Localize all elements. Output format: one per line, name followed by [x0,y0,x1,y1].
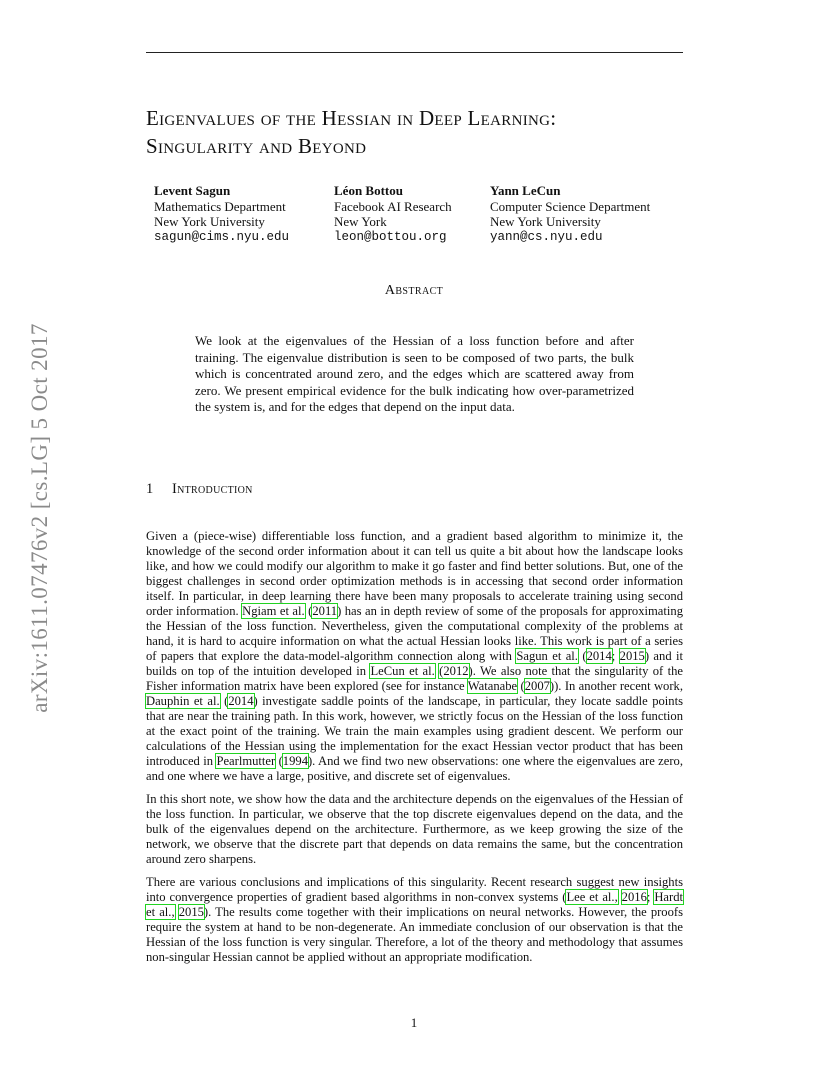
author-email: sagun@cims.nyu.edu [154,229,290,244]
text-run: ( [517,679,525,693]
citation-link[interactable]: Watanabe [467,679,518,693]
author-lecun [490,183,650,245]
abstract-heading: Abstract [384,283,444,298]
citation-link[interactable]: Lee et al., [566,890,618,904]
author-affiliation: Facebook AI Research [334,198,452,214]
page-number: 1 [410,1015,418,1030]
introduction-body [146,529,683,973]
citation-link[interactable]: 2015 [619,649,645,663]
section-number: 1 [146,481,154,497]
citation-link[interactable]: (2012 [439,664,469,678]
citation-link[interactable]: 2016 [621,890,647,904]
citation-link[interactable]: 2014 [586,649,612,663]
citation-link[interactable]: Ngiam et al. [242,604,305,618]
citation-link[interactable]: LeCun et al. [370,664,435,678]
paper-title [146,104,706,160]
text-run: ( [577,649,587,663]
author-name: Yann LeCun [490,183,561,198]
author-institution: New York [334,214,387,229]
author-affiliation: Computer Science Department [490,198,651,214]
paragraph-1 [146,529,683,784]
title-line-2: Singularity and Beyond [146,134,367,158]
citation-link[interactable]: Hardt et al., [146,890,683,919]
text-run: )). In another recent work, [549,679,683,693]
author-bottou [334,183,452,245]
text-run: ) and it builds on top of the intuition developed in [146,649,684,678]
citation-link[interactable]: Sagun et al. [516,649,578,663]
text-run: ; [611,649,620,663]
text-run: ; [646,890,655,904]
section-heading [146,481,253,498]
author-email: yann@cs.nyu.edu [490,229,603,244]
text-run: ( [275,754,283,768]
abstract-text: We look at the eigenvalues of the Hessian of a loss function before and after training. The eigenvalue distribution is seen to be composed of two parts, the bulk which is concentrated around zero, and the edges which are scattered away from zero. We present empirical evidence for the bulk indicating how over-parametrized the system is, and for the edges that depend on the input data. [195,333,634,414]
arxiv-sidebar-stamp [20,298,60,738]
text-run: ( [304,604,313,618]
section-title: Introduction [172,481,253,497]
author-name: Levent Sagun [154,183,231,198]
citation-link[interactable]: Pearlmutter [216,754,276,768]
paragraph-2: In this short note, we show how the data and the architecture depends on the eigenvalues of the Hessian of the loss function. In particular, we observe that the top discrete eigenvalues depend on the data, and the bulk of the eigenvalues depend on the architecture. Furthermore, as we keep growing the size of the network, we observe that the discrete part that depends on data remains the same, but the concentration around zero sharpens. [146,792,683,866]
top-rule [146,52,683,53]
title-line-1: Eigenvalues of the Hessian in Deep Learning: [146,106,557,130]
citation-link[interactable]: Dauphin et al. [146,694,220,708]
author-name: Léon Bottou [334,183,403,198]
arxiv-identifier: arXiv:1611.07476v2 [cs.LG] 5 Oct 2017 [27,323,52,713]
citation-link[interactable]: 2015 [178,905,204,919]
author-sagun [154,183,289,245]
author-affiliation: Mathematics Department [154,198,286,214]
paragraph-3 [146,875,683,965]
citation-link[interactable]: 2011 [312,604,338,618]
text-run: There are various conclusions and implications of this singularity. Recent research suggest new insights into convergence properties of gradient based algorithms in non-convex systems ( [146,875,683,904]
author-institution: New York University [490,214,601,229]
text-run: ) investigate saddle points of the landscape, in particular, they locate saddle points that are near the training path. In this work, however, we strictly focus on the Hessian of the loss function at the exact point of the training. We train the main examples using gradient descent. We perform our calculations of the Hessian using the implementation for the exact Hessian vector product that has been introduced in [146,694,683,768]
text-run: ( [219,694,229,708]
text-run: ). We also note that the singularity of the Fisher information matrix have been explored (see for instance [146,664,683,693]
text-run: Given a (piece-wise) differentiable loss function, and a gradient based algorithm to minimize it, the knowledge of the second order information about it can tell us quite a bit about how the landscape looks like, and how we could modify our algorithm to make it go faster and find better solutions. But, one of the biggest challenges in second order optimization methods is in accessing that second order information itself. In particular, in deep learning there have been many proposals to accelerate training using second order information. [146,529,683,618]
author-institution: New York University [154,214,265,229]
citation-link[interactable]: 2007 [524,679,550,693]
author-email: leon@bottou.org [334,229,447,244]
citation-link[interactable]: 1994 [282,754,308,768]
text-run: ) has an in depth review of some of the proposals for approximating the Hessian of the loss function. Nevertheless, given the computational complexity of the problems at hand, it is hard to acquire information on what the actual Hessian looks like. This work is part of a series of papers that explore the data-model-algorithm connection along with [146,604,683,663]
text-run: ). The results come together with their implications on neural networks. However, the proofs require the system at hand to be non-degenerate. An immediate conclusion of our observation is that the Hessian of the loss function is very singular. Therefore, a lot of the theory and methodology that assumes non-singular Hessian cannot be applied without an appropriate modification. [146,905,683,964]
text-run: ). And we find two new observations: one where the eigenvalues are zero, and one where we have a large, positive, and discrete set of eigenvalues. [146,754,683,783]
citation-link[interactable]: 2014 [228,694,254,708]
